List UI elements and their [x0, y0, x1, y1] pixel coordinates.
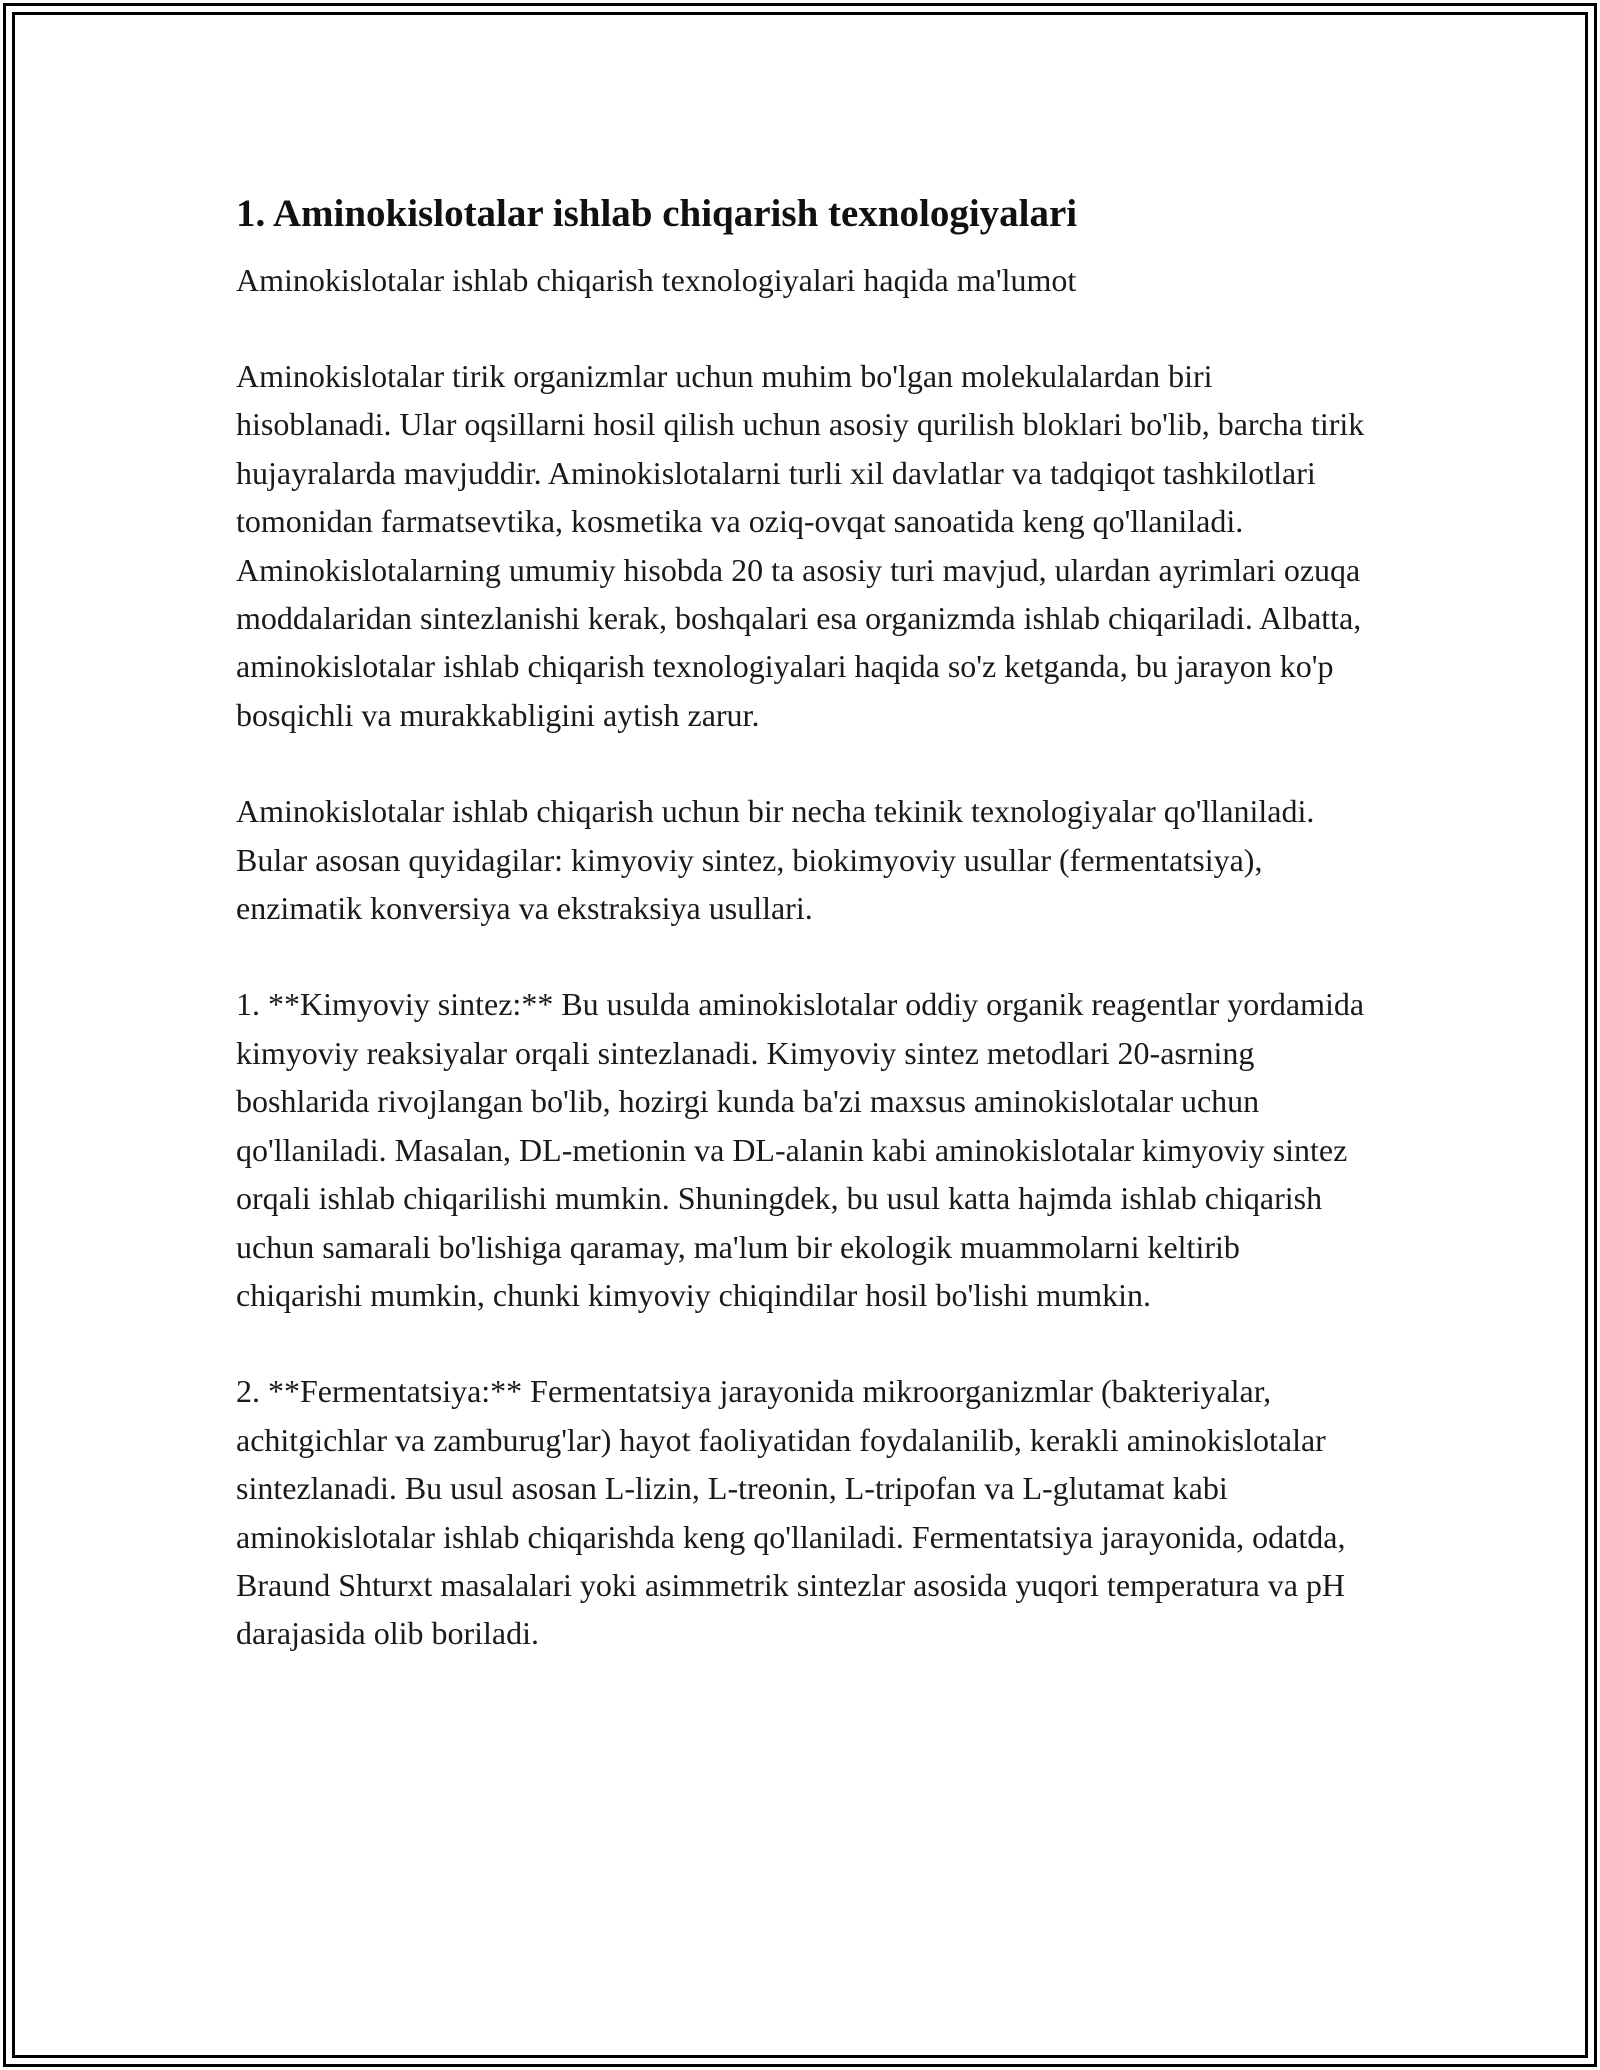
- document-subtitle: Aminokislotalar ishlab chiqarish texnologiyalari haqida ma'lumot: [236, 262, 1077, 298]
- paragraph-chemical-synthesis: 1. **Kimyoviy sintez:** Bu usulda aminokislotalar oddiy organik reagentlar yordamida kimyoviy reaksiyalar orqali sintezlanadi. Kimyoviy sintez metodlari 20-asrning boshlarida rivojlangan bo'lib, hozirgi kunda ba'zi maxsus aminokislotalar uchun qo'llaniladi. Masalan, DL-metionin va DL-alanin kabi aminokislotalar kimyoviy sintez orqali ishlab chiqarilishi mumkin. Shuningdek, bu usul katta hajmda ishlab chiqarish uchun samarali bo'lishiga qaramay, ma'lum bir ekologik muammolarni keltirib chiqarishi mumkin, chunki kimyoviy chiqindilar hosil bo'lishi mumkin.: [236, 986, 1365, 1313]
- paragraph-fermentation: 2. **Fermentatsiya:** Fermentatsiya jarayonida mikroorganizmlar (bakteriyalar, achitgichlar va zamburug'lar) hayot faoliyatidan foydalanilib, kerakli aminokislotalar sintezlanadi. Bu usul asosan L-lizin, L-treonin, L-tripofan va L-glutamat kabi aminokislotalar ishlab chiqarishda keng qo'llaniladi. Fermentatsiya jarayonida, odatda, Braund Shturxt masalalari yoki asimmetrik sintezlar asosida yuqori temperatura va pH darajasida olib boriladi.: [236, 1373, 1346, 1652]
- document-title: 1. Aminokislotalar ishlab chiqarish texnologiyalari: [236, 192, 1078, 235]
- document-body: [236, 180, 1366, 1658]
- paragraph-intro: Aminokislotalar tirik organizmlar uchun muhim bo'lgan molekulalardan biri hisoblanadi. Ular oqsillarni hosil qilish uchun asosiy qurilish bloklari bo'lib, barcha tirik hujayralarda mavjuddir. Aminokislotalarni turli xil davlatlar va tadqiqot tashkilotlari tomonidan farmatsevtika, kosmetika va oziq-ovqat sanoatida keng qo'llaniladi. Aminokislotalarning umumiy hisobda 20 ta asosiy turi mavjud, ulardan ayrimlari ozuqa moddalaridan sintezlanishi kerak, boshqalari esa organizmda ishlab chiqariladi. Albatta, aminokislotalar ishlab chiqarish texnologiyalari haqida so'z ketganda, bu jarayon ko'p bosqichli va murakkabligini aytish zarur.: [236, 358, 1365, 733]
- paragraph-methods: Aminokislotalar ishlab chiqarish uchun bir necha tekinik texnologiyalar qo'llaniladi. Bular asosan quyidagilar: kimyoviy sintez, biokimyoviy usullar (fermentatsiya), enzimatik konversiya va ekstraksiya usullari.: [236, 793, 1315, 927]
